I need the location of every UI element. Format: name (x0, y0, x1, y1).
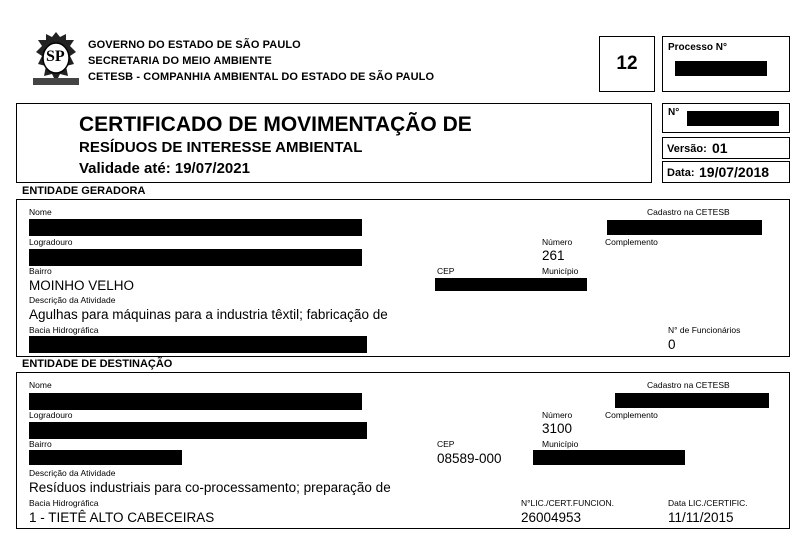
destinacao-cadastro-label: Cadastro na CETESB (647, 380, 730, 390)
destinacao-atividade-value: Resíduos industriais para co-processamento; preparação de (29, 480, 391, 495)
numero-redacted (687, 111, 779, 126)
destinacao-data-lic-label: Data LIC./CERTIFIC. (668, 498, 748, 508)
destinacao-numero-label: Número (542, 410, 573, 420)
destinacao-complemento-label: Complemento (605, 410, 658, 420)
destinacao-data-lic-value: 11/11/2015 (668, 510, 734, 525)
geradora-logradouro-label: Logradouro (29, 237, 73, 247)
processo-redacted (675, 61, 767, 76)
geradora-bacia-redacted (29, 336, 367, 353)
certificate-title-line2: RESÍDUOS DE INTERESSE AMBIENTAL (79, 139, 363, 156)
validade: Validade até: 19/07/2021 (79, 160, 250, 177)
versao-box (662, 137, 790, 159)
destinacao-municipio-redacted (533, 450, 685, 465)
geradora-atividade-value: Agulhas para máquinas para a industria têxtil; fabricação de (29, 307, 388, 322)
data-box (662, 161, 790, 183)
versao-label: Versão: (667, 143, 707, 155)
destinacao-bacia-value: 1 - TIETÊ ALTO CABECEIRAS (29, 510, 215, 525)
title-box (16, 103, 652, 183)
processo-box (662, 36, 790, 92)
destinacao-bacia-label: Bacia Hidrográfica (29, 498, 99, 508)
numero-box (662, 103, 790, 133)
page-number-box (599, 36, 655, 92)
geradora-bairro-value: MOINHO VELHO (29, 278, 135, 293)
geradora-cadastro-label: Cadastro na CETESB (647, 207, 730, 217)
state-seal-logo (30, 30, 82, 88)
geradora-funcionarios-value: 0 (668, 337, 676, 352)
destinacao-logradouro-redacted (29, 422, 367, 439)
geradora-complemento-label: Complemento (605, 237, 658, 247)
data-label: Data: (667, 167, 695, 179)
geradora-nome-label: Nome (29, 207, 52, 217)
destinacao-atividade-label: Descrição da Atividade (29, 468, 116, 478)
data-value: 19/07/2018 (699, 164, 770, 180)
destinacao-cadastro-redacted (615, 393, 769, 408)
section-title-geradora: ENTIDADE GERADORA (22, 185, 146, 197)
geradora-box (16, 199, 790, 357)
destinacao-licenca-value: 26004953 (521, 510, 582, 525)
numero-label: N° (668, 107, 680, 118)
geradora-bacia-label: Bacia Hidrográfica (29, 325, 99, 335)
header-cetesb-line: CETESB - COMPANHIA AMBIENTAL DO ESTADO DE SÃO PAULO (88, 71, 435, 83)
section-title-destinacao: ENTIDADE DE DESTINAÇÃO (22, 358, 173, 370)
geradora-municipio-label: Município (542, 266, 579, 276)
geradora-numero-value: 261 (542, 248, 565, 263)
geradora-logradouro-redacted (29, 249, 362, 266)
page-number: 12 (616, 53, 638, 74)
header-government-line: GOVERNO DO ESTADO DE SÃO PAULO (88, 39, 301, 51)
header-secretary-line: SECRETARIA DO MEIO AMBIENTE (88, 55, 272, 67)
geradora-funcionarios-label: N° de Funcionários (668, 325, 741, 335)
geradora-numero-label: Número (542, 237, 573, 247)
destinacao-nome-label: Nome (29, 380, 52, 390)
destinacao-cep-label: CEP (437, 439, 455, 449)
geradora-nome-redacted (29, 219, 362, 236)
destinacao-box (16, 372, 790, 529)
destinacao-licenca-label: N°LIC./CERT.FUNCION. (521, 498, 614, 508)
geradora-municipio-redacted (507, 278, 587, 291)
geradora-bairro-label: Bairro (29, 266, 52, 276)
destinacao-municipio-label: Município (542, 439, 579, 449)
certificate-title-line1: CERTIFICADO DE MOVIMENTAÇÃO DE (79, 113, 472, 136)
geradora-cep-redacted (435, 278, 509, 291)
geradora-cep-label: CEP (437, 266, 455, 276)
destinacao-bairro-label: Bairro (29, 439, 52, 449)
destinacao-cep-value: 08589-000 (437, 451, 502, 466)
geradora-cadastro-redacted (607, 220, 762, 235)
geradora-atividade-label: Descrição da Atividade (29, 295, 116, 305)
destinacao-numero-value: 3100 (542, 421, 573, 436)
versao-value: 01 (712, 140, 728, 156)
destinacao-bairro-redacted (29, 450, 182, 465)
destinacao-nome-redacted (29, 393, 362, 410)
seal-text: SP (46, 48, 65, 65)
destinacao-logradouro-label: Logradouro (29, 410, 73, 420)
processo-label: Processo N° (668, 42, 728, 53)
